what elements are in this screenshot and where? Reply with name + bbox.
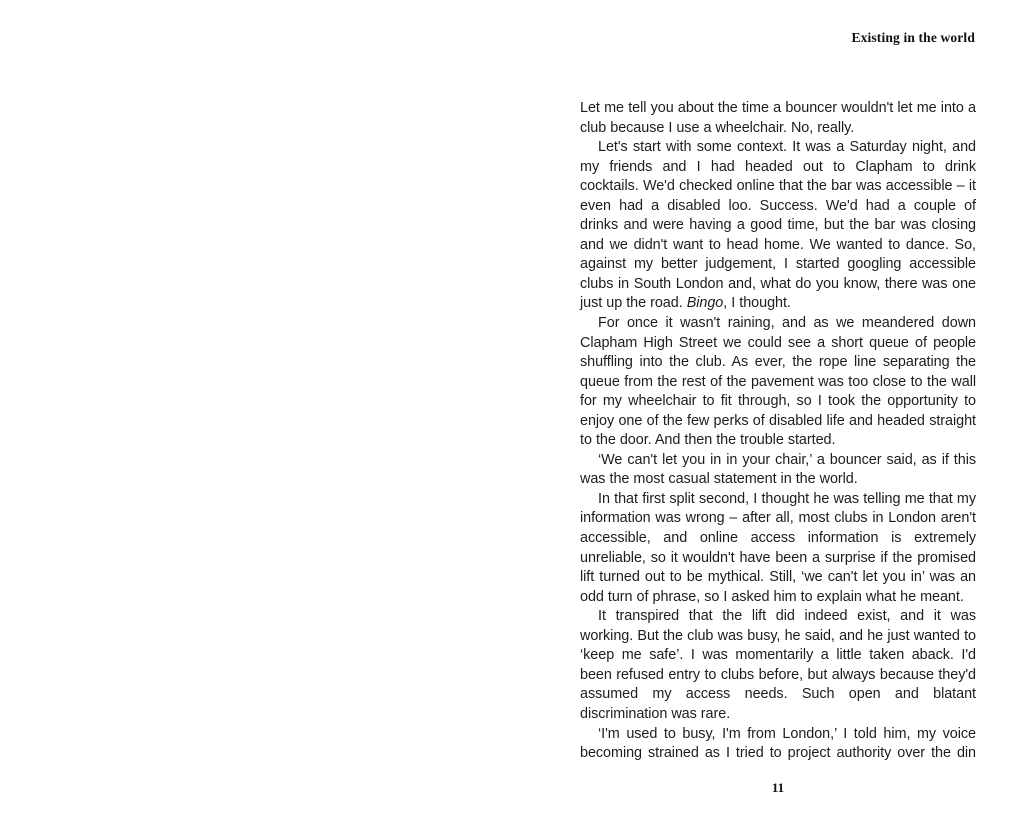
paragraph: ‘We can't let you in in your chair,’ a bouncer said, as if this was the most casual statement in the world. xyxy=(580,451,976,488)
paragraph: For once it wasn't raining, and as we meandered down Clapham High Street we could see a short queue of people shuffling into the club. As ever, the rope line separating the queue from the rest of the pavement was too close to the wall for my wheelchair to fit through, so I took the opportunity to enjoy one of the few perks of disabled life and headed straight to the door. And then the trouble started. xyxy=(580,315,976,449)
paragraph xyxy=(580,138,976,314)
paragraph: In that first split second, I thought he was telling me that my information was wrong – after all, most clubs in London aren't accessible, and online access information is extremely unreliable, so it wouldn't have been a surprise if the promised lift turned out to be mythical. Still, ‘we can't let you in’ was an odd turn of phrase, so I asked him to explain what he meant. xyxy=(580,490,976,605)
paragraph-text-segment: Let's start with some context. It was a Saturday night, and my friends and I had headed out to Clapham to drink cocktails. We'd checked online that the bar was accessible – it even had a disabled loo. Success. We'd had a couple of drinks and were having a good time, but the bar was closing and we didn't want to head home. We wanted to dance. So, against my better judgement, I started googling accessible clubs in South London and, what do you know, there was one just up the road. xyxy=(580,139,976,312)
body-text-column xyxy=(580,99,976,764)
paragraph: It transpired that the lift did indeed exist, and it was working. But the club was busy, he said, and he just wanted to ‘keep me safe’. I was momentarily a little taken aback. I'd been refused entry to clubs before, but always because they'd assumed my access needs. Such open and blatant discrimination was rare. xyxy=(580,608,976,722)
paragraph: ‘I'm used to busy, I'm from London,’ I told him, my voice becoming strained as I tried to project authority over the din xyxy=(580,725,976,762)
paragraph: Let me tell you about the time a bouncer wouldn't let me into a club because I use a wheelchair. No, really. xyxy=(580,100,976,136)
paragraph-text-segment: , I thought. xyxy=(723,295,791,312)
running-header: Existing in the world xyxy=(851,30,975,45)
emphasised-word: Bingo xyxy=(686,295,724,312)
page-number: 11 xyxy=(771,780,785,795)
